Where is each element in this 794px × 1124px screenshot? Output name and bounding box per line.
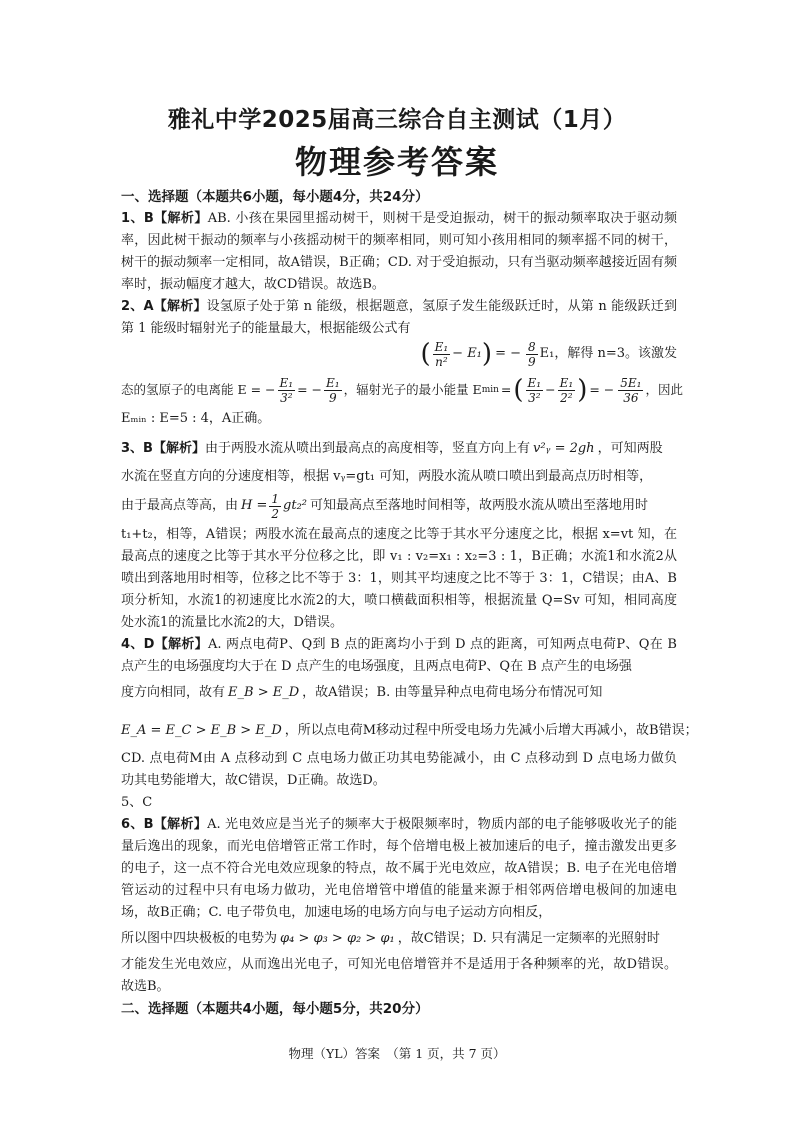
answer-text-6c: 才能发生光电效应，从而逸出光电子，可知光电倍增管并不是适用于各种频率的光，故D错误。故选B。: [121, 957, 677, 994]
answer-item-1: [121, 208, 677, 296]
answer-content: [121, 186, 698, 1020]
fraction: $\frac{1}{2}$: [271, 491, 280, 521]
answer-label-4: 4、D【解析】: [121, 637, 208, 652]
energy-level-equation: ( $\frac{\text{E₁}}{\text{n²}}$ − E₁ ) = − $\frac{8}{9}$ E₁，解得 n=3。该激发: [420, 339, 677, 369]
answer-item-2: [121, 296, 677, 340]
ionization-energy-line: 态的氢原子的电离能 E = − $\frac{\text{E₁}}{\text{3²}}$ = − $\frac{\text{E₁}}{9}$ ，辐射光子的最小能量 E min = ( $\frac{\text{E₁}}{\text{3²}}$ − $\frac{\text{E₁}}{\text{2²}}$ ) = − $\frac{\text{5E₁}}{36}$ ，因此: [121, 375, 683, 405]
fraction: $\frac{\text{E₁}}{\text{3²}}$: [527, 375, 542, 405]
potential-order-line: 所以图中四块极板的电势为 φ₄ > φ₃ > φ₂ > φ₁ ，故C错误；D. 只有满足一定频率的光照射时: [121, 931, 660, 946]
answer-text-1: AB. 小孩在果园里摇动树干，则树干是受迫振动，树干的振动频率取决于驱动频率，因此树干振动的频率与小孩摇动树干的频率相同，则可知小孩用相同的频率摇不同的树干，树干的振动频率一定相同，故A错误，B正确；CD. 对于受迫振动，只有当驱动频率越接近固有频率时，振动幅度才越大，故CD错误。故选B。: [121, 211, 677, 292]
vertical-velocity-equation: v²ᵧ = 2gh: [532, 441, 595, 456]
section-heading-2: 二、选择题（本题共4小题，每小题5分，共20分）: [121, 1001, 429, 1017]
fraction: $\frac{\text{E₁}}{\text{2²}}$: [559, 375, 574, 405]
field-compare-line-2: E_A = E_C > E_B > E_D ，所以点电荷M移动过程中所受电场力先减小后增大再减小，故B错误；: [121, 723, 698, 738]
answer-label-1: 1、B【解析】: [121, 211, 208, 226]
answer-text-3d: t₁+t₂，相等，A错误；两股水流在最高点的速度之比等于其水平分速度之比，根据 x=vt 知，在最高点的速度之比等于其水平分位移之比，即 v₁ : v₂=x₁ : x₂=3 : 1，B正确；水流1和水流2从喷出到落地用时相等，位移之比不等于 3：1，则其平均速度之比不等于 3：1，C错误；由A、B项分析知，水流1的初速度比水流2的大，喷口横截面积相等，根据流量 Q=Sv 可知，相同高度处水流1的流量比水流2的大，D错误。: [121, 527, 677, 630]
answer-item-3: 3、B【解析】 由于两股水流从喷出到最高点的高度相等，竖直方向上有 v²ᵧ = 2gh ，可知两股: [121, 436, 677, 462]
answer-item-5: 5、C: [121, 795, 153, 810]
answer-text-2-conclusion: Eₘᵢₙ : E=5 : 4，A正确。: [121, 411, 271, 426]
answer-text-3b: 水流在竖直方向的分速度相等，根据 vᵧ=gt₁ 可知，两股水流从喷口喷出到最高点历时相等，: [121, 469, 653, 484]
fraction: $\frac{\text{E₁}}{\text{3²}}$: [279, 375, 294, 405]
answer-text-4d: CD. 点电荷M由 A 点移动到 C 点电场力做正功其电势能减小，由 C 点移动到 D 点电场力做负功其电势能增大，故C错误，D正确。故选D。: [121, 751, 677, 788]
answer-item-6: 6、B【解析】A. 光电效应是当光子的频率大于极限频率时，物质内部的电子能够吸收光子的能量后逸出的现象，而光电倍增管正常工作时，每个倍增电极上被加速后的电子，撞击激发出更多的电子，这一点不符合光电效应现象的特点，故不属于光电效应，故A错误；B. 电子在光电倍增管运动的过程中只有电场力做功，光电倍增管中增值的能量来源于相邻两倍增电极间的加速电场，故B正确；C. 电子带负电，加速电场的电场方向与电子运动方向相反，: [121, 817, 677, 920]
answer-subtitle: 物理参考答案: [294, 143, 499, 181]
field-compare-line-1: 度方向相同，故有 E_B > E_D ，故A错误；B. 由等量异种点电荷电场分布情况可知: [121, 685, 603, 700]
height-equation-line: 由于最高点等高，由 H = $\frac{1}{2}$ gt₂² 可知最高点至落地时间相等，故两股水流从喷出至落地用时: [121, 491, 649, 521]
answer-label-6: 6、B【解析】: [121, 817, 208, 832]
page-footer: 物理（YL）答案 （第 1 页，共 7 页）: [288, 1046, 506, 1061]
answer-label-3: 3、B【解析】: [121, 441, 205, 456]
section-heading-1: 一、选择题（本题共6小题，每小题4分，共24分）: [121, 189, 429, 205]
fraction: $\frac{8}{9}$: [527, 339, 536, 369]
fraction: $\frac{\text{E₁}}{9}$: [326, 375, 340, 405]
answer-text-2a: 设氢原子处于第 n 能级，根据题意，氢原子发生能级跃迁时，从第 n 能级跃迁到第 1 能级时辐射光子的能量最大，根据能级公式有: [121, 299, 677, 336]
answer-label-2: 2、A【解析】: [121, 299, 207, 314]
answer-item-4: 4、D【解析】A. 两点电荷P、Q到 B 点的距离均小于到 D 点的距离，可知两点电荷P、Q在 B 点产生的电场强度均大于在 D 点产生的电场强度，且两点电荷P、Q在 B 点产生的电场强: [121, 637, 677, 674]
fraction: $\frac{\text{E₁}}{\text{n²}}$: [434, 339, 449, 369]
exam-title: 雅礼中学2025届高三综合自主测试（1月）: [167, 107, 627, 133]
fraction: $\frac{\text{5E₁}}{36}$: [620, 375, 642, 405]
